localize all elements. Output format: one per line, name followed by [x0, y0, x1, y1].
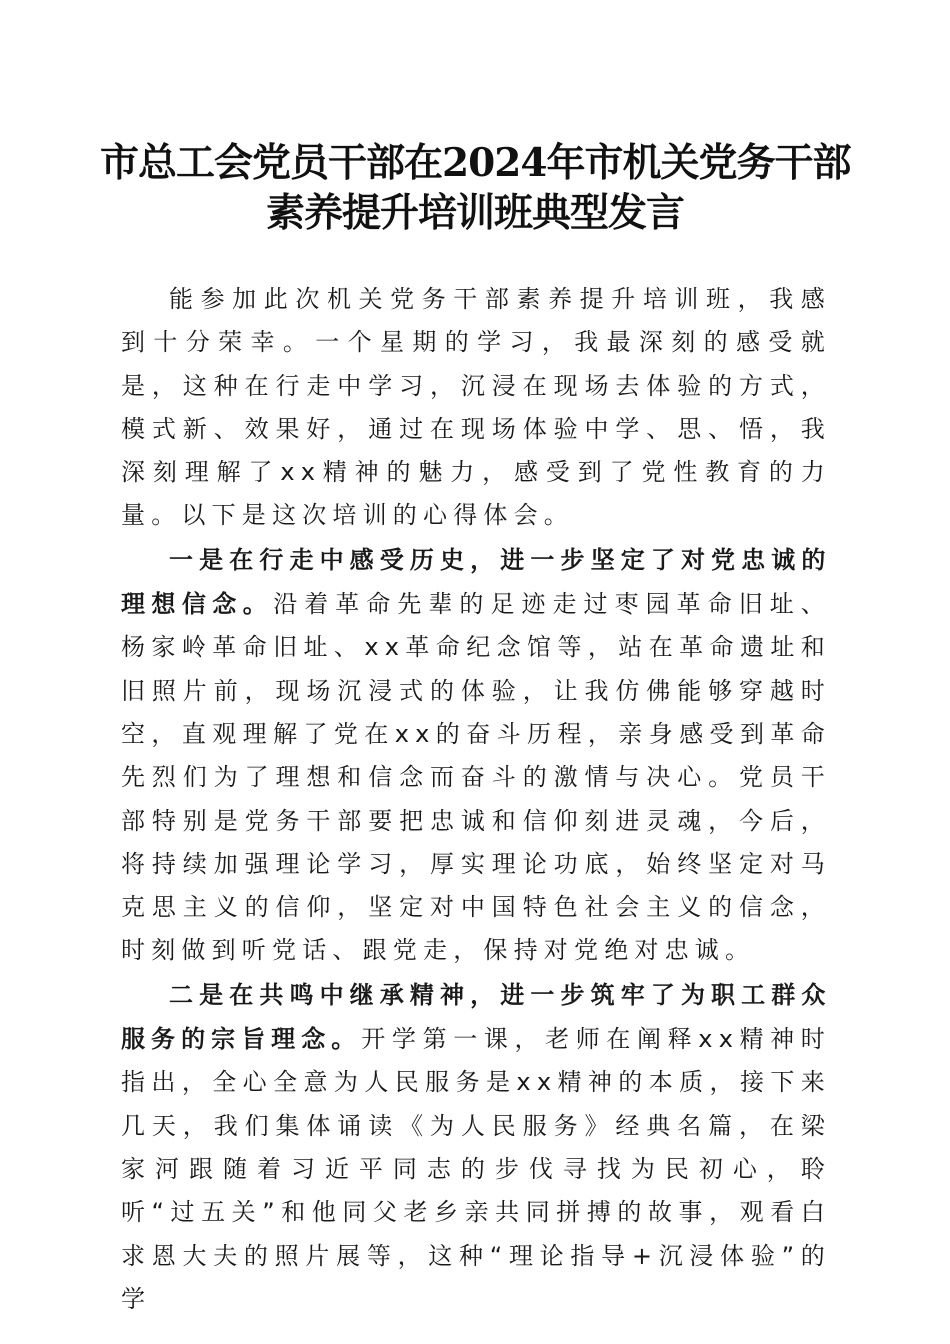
paragraph-point-one	[121, 538, 831, 973]
paragraph-intro	[121, 278, 831, 538]
paragraph-text: 能参加此次机关党务干部素养提升培训班，我感到十分荣幸。一个星期的学习，我最深刻的感受就是，这种在行走中学习，沉浸在现场去体验的方式，模式新、效果好，通过在现场体验中学、思、悟，我深刻理解了xx精神的魅力，感受到了党性教育的力量。以下是这次培训的心得体会。	[121, 285, 831, 530]
title-line-2: 素养提升培训班典型发言	[265, 190, 684, 236]
document-body	[121, 278, 831, 1321]
paragraph-point-two	[121, 973, 831, 1321]
title-line-1: 市总工会党员干部在2024年市机关党务干部	[100, 140, 851, 186]
paragraph-text: 开学第一课，老师在阐释xx精神时指出，全心全意为人民服务是xx精神的本质，接下来几天，我们集体诵读《为人民服务》经典名篇，在梁家河跟随着习近平同志的步伐寻找为民初心，聆听“过五关”和他同父老乡亲共同拼搏的故事，观看白求恩大夫的照片展等，这种“理论指导+沉浸体验”的学	[121, 1025, 831, 1313]
paragraph-lead-sentence: 二是在共鸣中继承精神，进一步筑牢了为职工群众服务的宗旨理念。	[121, 979, 831, 1054]
paragraph-text: 沿着革命先辈的足迹走过枣园革命旧址、杨家岭革命旧址、xx革命纪念馆等，站在革命遗址和旧照片前，现场沉浸式的体验，让我仿佛能够穿越时空，直观理解了党在xx的奋斗历程，亲身感受到革命先烈们为了理想和信念而奋斗的激情与决心。党员干部特别是党务干部要把忠诚和信仰刻进灵魂，今后，将持续加强理论学习，厚实理论功底，始终坚定对马克思主义的信仰，坚定对中国特色社会主义的信念，时刻做到听党话、跟党走，保持对党绝对忠诚。	[121, 590, 831, 965]
paragraph-lead-sentence: 一是在行走中感受历史，进一步坚定了对党忠诚的理想信念。	[121, 544, 831, 619]
document-title	[100, 138, 850, 238]
